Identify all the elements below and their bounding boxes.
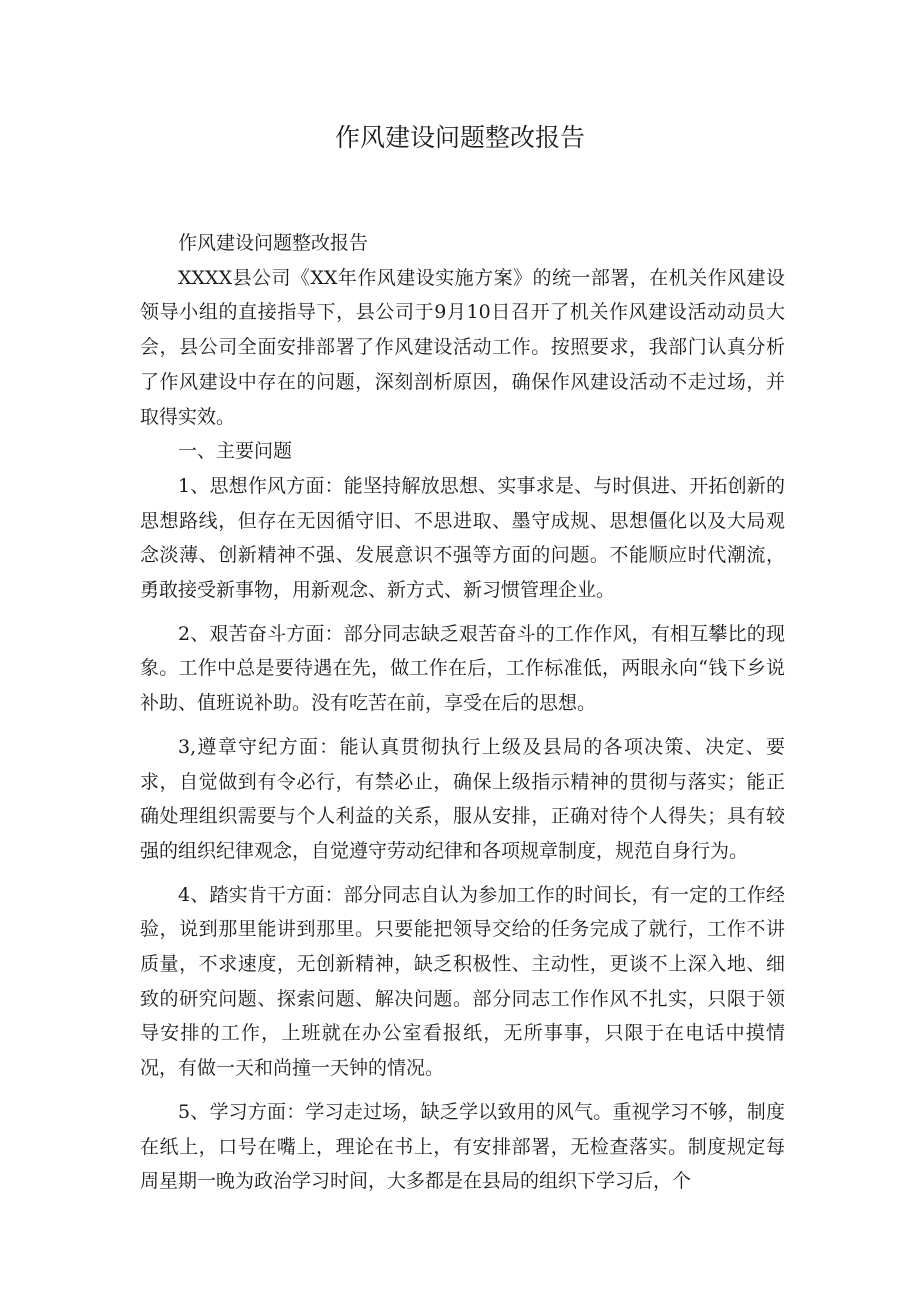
paragraph-item-2: 2、艰苦奋斗方面：部分同志缺乏艰苦奋斗的工作作风，有相互攀比的现象。工作中总是要待遇在先，做工作在后，工作标准低，两眼永向“钱下乡说补助、值班说补助。没有吃苦在前，享受在后的思想。: [140, 622, 785, 715]
paragraph-item-3: 3,遵章守纪方面：能认真贯彻执行上级及县局的各项决策、决定、要求，自觉做到有令必行，有禁必止，确保上级指示精神的贯彻与落实；能正确处理组织需要与个人利益的关系，服从安排，正确对待个人得失；具有较强的组织纪律观念，自觉遵守劳动纪律和各项规章制度，规范自身行为。: [140, 735, 785, 862]
section-heading-main-issues: 一、主要问题: [178, 440, 293, 463]
paragraph-item-4: 4、踏实肯干方面：部分同志自认为参加工作的时间长，有一定的工作经验，说到那里能讲到那里。只要能把领导交给的任务完成了就行，工作不讲质量，不求速度，无创新精神，缺乏积极性、主动性，更谈不上深入地、细致的研究问题、探索问题、解决问题。部分同志工作作风不扎实，只限于领导安排的工作，上班就在办公室看报纸，无所事事，只限于在电话中摸情况，有做一天和尚撞一天钟的情况。: [140, 883, 785, 1080]
paragraph-intro: XXXX县公司《XX年作风建设实施方案》的统一部署，在机关作风建设领导小组的直接指导下，县公司于9月10日召开了机关作风建设活动动员大会，县公司全面安排部署了作风建设活动工作。按照要求，我部门认真分析了作风建设中存在的问题，深刻剖析原因，确保作风建设活动不走过场，并取得实效。: [140, 266, 785, 428]
document-title: 作风建设问题整改报告: [334, 123, 585, 152]
document-body: [140, 226, 785, 1199]
paragraph-item-1: 1、思想作风方面：能坚持解放思想、实事求是、与时俱进、开拓创新的思想路线，但存在无因循守旧、不思进取、墨守成规、思想僵化以及大局观念淡薄、创新精神不强、发展意识不强等方面的问题。不能顺应时代潮流，勇敢接受新事物，用新观念、新方式、新习惯管理企业。: [140, 474, 785, 602]
paragraph-item-5: 5、学习方面：学习走过场，缺乏学以致用的风气。重视学习不够，制度在纸上，口号在嘴上，理论在书上，有安排部署，无检查落实。制度规定每周星期一晚为政治学习时间，大多都是在县局的组织下学习后，个: [140, 1100, 785, 1193]
paragraph-subtitle: 作风建设问题整改报告: [178, 232, 369, 254]
